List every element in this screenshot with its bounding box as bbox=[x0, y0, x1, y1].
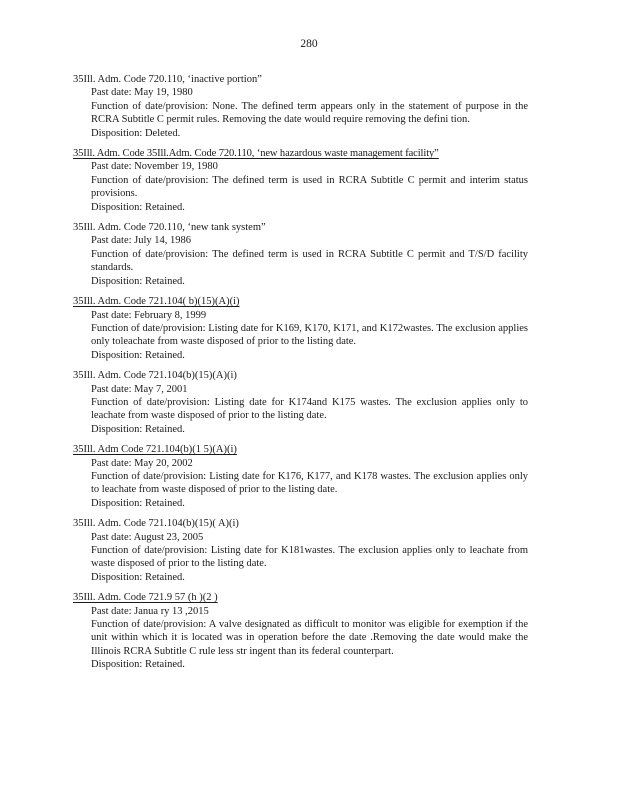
disposition: Disposition: Retained. bbox=[91, 349, 185, 361]
entry-720-110-inactive-portion bbox=[73, 73, 528, 140]
function-description: Function of date/provision: Listing date for K181wastes. The exclusion applies only to leachate from waste disposed of prior to the listing date. bbox=[91, 545, 528, 570]
entry-heading: 35Ill. Adm Code 721.104(b)(1 5)(A)(i) bbox=[73, 444, 237, 456]
entry-heading: 35Ill. Adm. Code 720.110, ‘new tank system” bbox=[73, 222, 266, 234]
disposition: Disposition: Retained. bbox=[91, 275, 185, 287]
disposition: Disposition: Retained. bbox=[91, 497, 185, 509]
entry-721-957-valve-exemption bbox=[73, 591, 528, 671]
entry-721-104-k174-k175 bbox=[73, 369, 528, 436]
entry-heading: 35Ill. Adm. Code 721.104(b)(15)( A)(i) bbox=[73, 518, 239, 530]
function-description: Function of date/provision: Listing date for K174and K175 wastes. The exclusion applies only to leachate from waste disposed of prior to the listing date. bbox=[91, 396, 528, 422]
function-description: Function of date/provision: Listing date for K169, K170, K171, and K172wastes. The exclusion applies only toleachate from waste disposed of prior to the listing date. bbox=[91, 322, 528, 348]
disposition: Disposition: Deleted. bbox=[91, 127, 181, 139]
disposition: Disposition: Retained. bbox=[91, 659, 185, 671]
past-date: Past date: February 8, 1999 bbox=[91, 309, 207, 321]
function-description: Function of date/provision: The defined term is used in RCRA Subtitle C permit and T/S/D facility standards. bbox=[91, 248, 528, 274]
entry-heading: 35Ill. Adm. Code 35Ill.Adm. Code 720.110, ‘new hazardous waste management facility” bbox=[73, 148, 439, 160]
entry-721-104-k169-k172 bbox=[73, 295, 528, 362]
function-description: Function of date/provision: Listing date for K176, K177, and K178 wastes. The exclusion applies only to leachate from waste disposed of prior to the listing date. bbox=[91, 470, 528, 496]
entry-721-104-k181 bbox=[73, 517, 528, 584]
entry-heading: 35Ill. Adm. Code 721.9 57 (h )(2 ) bbox=[73, 592, 218, 604]
disposition: Disposition: Retained. bbox=[91, 423, 185, 435]
entry-heading: 35Ill. Adm. Code 721.104( b)(15)(A)(i) bbox=[73, 296, 240, 308]
past-date: Past date: May 7, 2001 bbox=[91, 383, 188, 395]
past-date: Past date: May 20, 2002 bbox=[91, 457, 193, 469]
entry-heading: 35Ill. Adm. Code 720.110, ‘inactive portion” bbox=[73, 74, 262, 85]
function-description: Function of date/provision: None. The defined term appears only in the statement of purpose in the RCRA Subtitle C permit rules. Removing the date would require removing the defini tion. bbox=[91, 100, 528, 126]
entry-list bbox=[73, 73, 528, 679]
past-date: Past date: Janua ry 13 ,2015 bbox=[91, 605, 209, 617]
past-date: Past date: November 19, 1980 bbox=[91, 161, 218, 173]
function-description: Function of date/provision: A valve designated as difficult to monitor was eligible for exemption if the unit within which it is located was in operation before the date .Removing the date would make the Illinois RCRA Subtitle C rule less str ingent than its federal counterpart. bbox=[91, 619, 528, 657]
function-description: Function of date/provision: The defined term is used in RCRA Subtitle C permit and interim status provisions. bbox=[91, 174, 528, 200]
entry-720-110-new-tank-system bbox=[73, 221, 528, 288]
past-date: Past date: July 14, 1986 bbox=[91, 235, 192, 247]
disposition: Disposition: Retained. bbox=[91, 571, 185, 583]
entry-721-104-k176-k178 bbox=[73, 443, 528, 510]
page-number: 280 bbox=[300, 38, 318, 50]
entry-720-110-new-hazardous-waste-facility bbox=[73, 147, 528, 214]
past-date: Past date: May 19, 1980 bbox=[91, 87, 193, 99]
entry-heading: 35Ill. Adm. Code 721.104(b)(15)(A)(i) bbox=[73, 370, 237, 382]
past-date: Past date: August 23, 2005 bbox=[91, 531, 204, 543]
disposition: Disposition: Retained. bbox=[91, 201, 185, 213]
